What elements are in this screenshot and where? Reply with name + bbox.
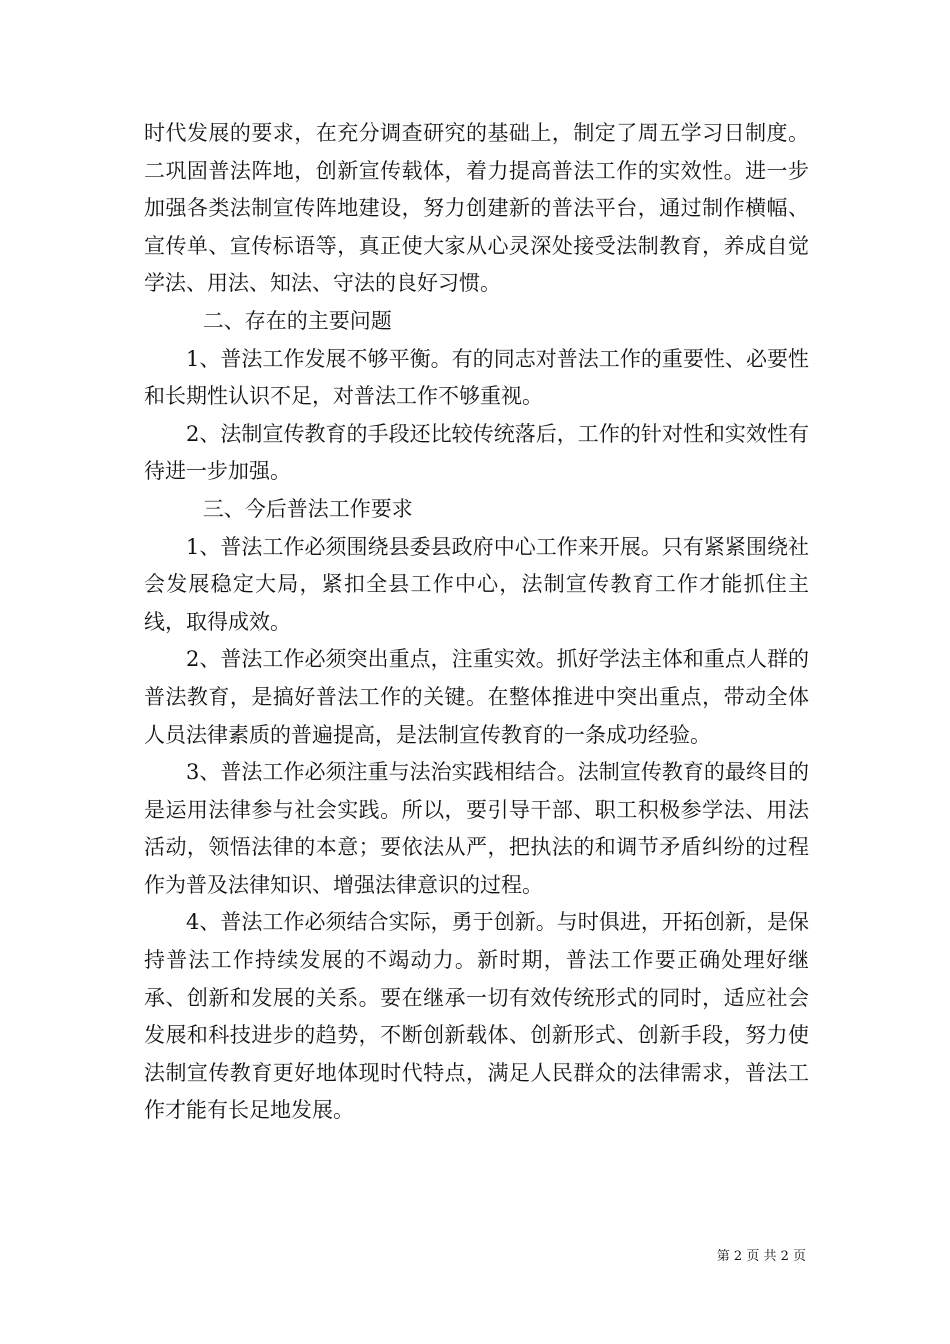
paragraph-requirement-4: 4、普法工作必须结合实际，勇于创新。与时俱进，开拓创新，是保持普法工作持续发展的不竭动力。新时期，普法工作要正确处理好继承、创新和发展的关系。要在继承一切有效传统形式的同时，适应社会发展和科技进步的趋势，不断创新载体、创新形式、创新手段，努力使法制宣传教育更好地体现时代特点，满足人民群众的法律需求，普法工作才能有长足地发展。 bbox=[144, 910, 809, 1123]
section-heading-problems: 二、存在的主要问题 bbox=[202, 308, 392, 333]
document-body bbox=[144, 115, 809, 1130]
paragraph-requirement-3: 3、普法工作必须注重与法治实践相结合。法制宣传教育的最终目的是运用法律参与社会实践。所以，要引导干部、职工积极参学法、用法活动，领悟法律的本意；要依法从严，把执法的和调节矛盾纠纷的过程作为普及法律知识、增强法律意识的过程。 bbox=[144, 760, 809, 897]
paragraph-problem-2: 2、法制宣传教育的手段还比较传统落后，工作的针对性和实效性有待进一步加强。 bbox=[144, 421, 809, 484]
paragraph-requirement-2: 2、普法工作必须突出重点，注重实效。抓好学法主体和重点人群的普法教育，是搞好普法工作的关键。在整体推进中突出重点，带动全体人员法律素质的普遍提高，是法制宣传教育的一条成功经验。 bbox=[144, 647, 809, 747]
paragraph-requirement-1: 1、普法工作必须围绕县委县政府中心工作来开展。只有紧紧围绕社会发展稳定大局，紧扣全县工作中心，法制宣传教育工作才能抓住主线，取得成效。 bbox=[144, 534, 809, 634]
page-number-footer: 第 2 页 共 2 页 bbox=[716, 1249, 806, 1264]
paragraph-problem-1: 1、普法工作发展不够平衡。有的同志对普法工作的重要性、必要性和长期性认识不足，对普法工作不够重视。 bbox=[144, 346, 809, 409]
section-heading-requirements: 三、今后普法工作要求 bbox=[202, 496, 413, 521]
paragraph-continued: 时代发展的要求，在充分调查研究的基础上，制定了周五学习日制度。二巩固普法阵地，创新宣传载体，着力提高普法工作的实效性。进一步加强各类法制宣传阵地建设，努力创建新的普法平台，通过制作横幅、宣传单、宣传标语等，真正使大家从心灵深处接受法制教育，养成自觉学法、用法、知法、守法的良好习惯。 bbox=[144, 121, 809, 296]
